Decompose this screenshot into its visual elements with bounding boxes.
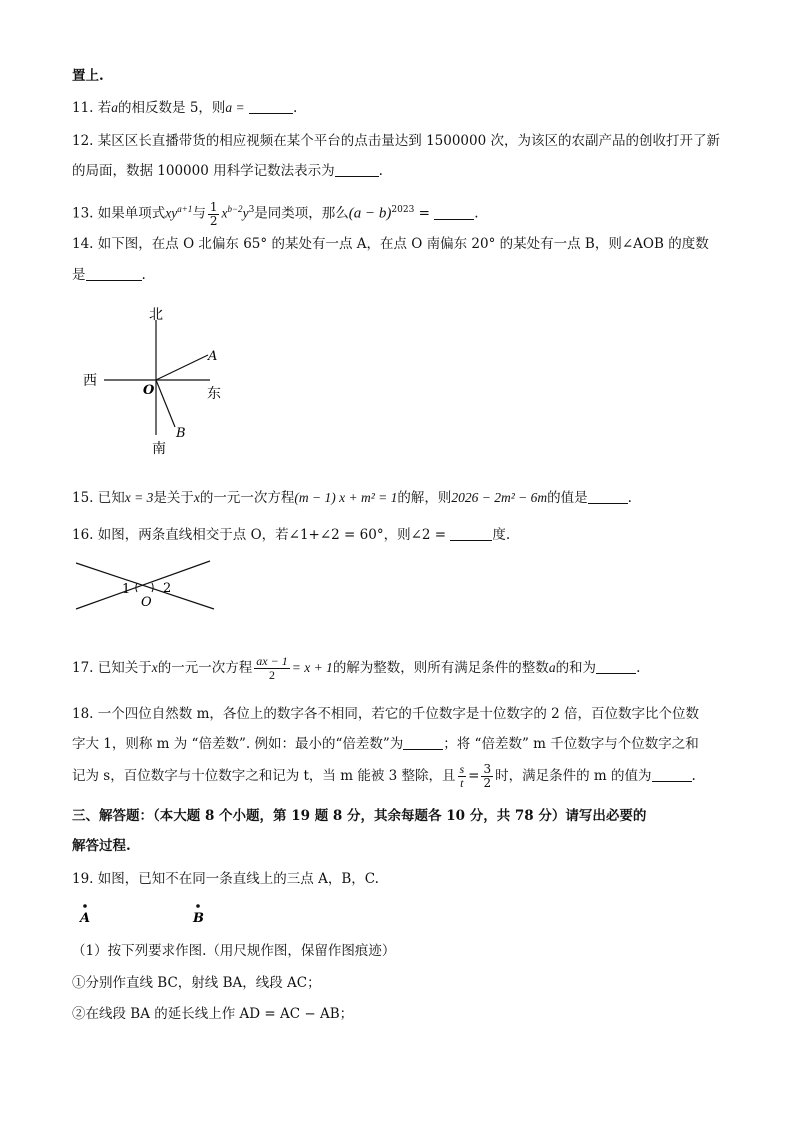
q18-number: 18. [72,706,94,722]
angle-2-label: 2 [163,581,172,596]
q13-text3: 是同类项，那么 [254,205,349,222]
q13-expr: (a − b) [348,205,392,222]
answer-blank[interactable] [403,735,443,750]
q17-end: . [636,660,641,676]
q14-line1: 如下图，在点 O 北偏东 65° 的某处有一点 A，在点 O 南偏东 20° 的某处有一点 B，则∠AOB 的度数 [97,236,709,252]
q15-text4: 的解，则 [397,490,452,506]
q15-number: 15. [72,490,94,506]
answer-blank[interactable] [596,659,636,674]
point-B-dot [196,904,200,908]
question-19 [72,869,379,889]
section-3-header-cont: 解答过程. [72,838,131,854]
section-3-header: 三、解答题：（本大题 8 个小题，第 19 题 8 分，其余每题各 10 分，共 78 分）请写出必要的 [72,808,647,824]
answer-blank[interactable] [249,99,293,114]
question-11 [72,98,297,118]
label-O: O [141,595,152,610]
q13-term2-y: y [242,205,249,221]
q11-text2: 的相反数是 5，则 [118,100,226,116]
q15-text5: 的值是 [547,490,588,506]
q15-text: 已知 [97,490,125,506]
q15-text2: 是关于 [153,490,194,506]
question-14-cont [72,265,146,285]
q12-line1: 某区区长直播带货的相应视频在某个平台的点击量达到 1500000 次，为该区的农副产品的创收打开了新 [97,133,720,149]
label-O: O [143,383,155,398]
q18-end: . [691,768,696,784]
intersecting-lines-diagram [70,555,220,615]
q12-line2: 的局面，数据 100000 用科学记数法表示为 [72,163,335,179]
q17-text4: 的和为 [555,660,597,676]
label-west: 西 [83,373,97,389]
q11-eq: a = [225,100,245,115]
answer-blank[interactable] [450,526,492,541]
q13-eq: = [418,205,430,222]
q11-end: . [292,100,298,116]
q13-term2-x: x [221,205,228,221]
q19-text: 如图，已知不在同一条直线上的三点 A，B，C. [97,871,379,887]
q13-text2: 与 [192,205,206,222]
ray-OA [156,355,208,380]
q19-part1: （1）按下列要求作图.（用尺规作图，保留作图痕迹） [72,943,396,959]
q12-number: 12. [72,133,94,149]
q14-number: 14. [72,236,94,252]
label-north: 北 [149,307,163,323]
q15-var: x [193,490,200,505]
q19-step1: ①分别作直线 BC，射线 BA，线段 AC； [72,975,321,991]
label-A: A [208,349,218,364]
q18-line2b: ；将 “倍差数” m 千位数字与个位数字之和 [443,736,699,752]
q15-text3: 的一元一次方程 [199,490,295,506]
question-18-line3 [72,762,696,790]
question-16 [72,525,510,545]
q13-text: 如果单项式 [97,205,166,222]
points-diagram [72,898,212,928]
q19-number: 19. [72,871,94,887]
q17-text: 已知关于 [97,660,152,676]
q13-term2-xexp: b−2 [227,204,243,214]
ray-OB [156,380,175,427]
answer-blank[interactable] [86,266,142,281]
q13-number: 13. [72,205,94,222]
question-18-line2 [72,734,699,754]
q17-number: 17. [72,660,94,676]
q13-fraction: $\frac{1}{2}$ [209,199,218,228]
question-18 [72,704,699,724]
q18-line3a: 记为 s，百位数字与十位数字之和记为 t，当 m 能被 3 整除，且 [72,768,456,784]
point-A-label: A [80,911,91,926]
q18-fraction-st: $\frac{s}{t}$ [459,762,465,790]
label-south: 南 [152,441,166,457]
q13-expr-exp: 2023 [391,205,415,215]
q17-rhs: = x + 1 [291,660,333,675]
point-A-dot [83,904,87,908]
q18-fraction-32: $\frac{3}{2}$ [483,762,492,790]
angle-2-arc [152,583,153,592]
answer-blank[interactable] [652,767,692,782]
q18-eq: = [468,768,480,784]
q14-end: . [141,267,146,283]
q17-fraction: $\frac{ax - 1}{2}$ [256,654,288,682]
q16-number: 16. [72,527,94,543]
q13-term1: xy [165,205,178,221]
answer-blank[interactable] [588,489,628,504]
point-B-label: B [193,911,204,926]
answer-blank[interactable] [335,162,379,177]
label-B: B [176,426,186,441]
q11-var: a [111,100,119,115]
q11-number: 11. [72,100,94,116]
compass-diagram [70,300,260,465]
question-17 [72,654,640,682]
q14-line2: 是 [72,267,86,283]
q17-var: x [151,660,158,675]
question-12 [72,131,720,151]
q15-end: . [627,490,632,506]
q19-step2: ②在线段 BA 的延长线上作 AD = AC − AB； [72,1006,354,1022]
q12-end: . [378,163,383,179]
continuation-text: 置上. [72,68,104,84]
answer-blank[interactable] [434,205,474,220]
question-15 [72,488,632,508]
label-east: 东 [207,386,221,402]
q13-end: . [474,205,479,222]
q13-term2-yexp: 3 [248,205,255,215]
q16-text: 如图，两条直线相交于点 O，若∠1+∠2 = 60°，则∠2 = [97,527,447,543]
q17-text3: 的解为整数，则所有满足条件的整数 [332,660,549,676]
question-12-cont [72,161,383,181]
q11-text: 若 [97,100,112,116]
q15-expr: 2026 − 2m² − 6m [451,490,548,505]
q18-line3b: 时，满足条件的 m 的值为 [495,768,652,784]
question-14 [72,234,709,254]
angle-1-label: 1 [122,582,131,597]
q17-var-a: a [548,660,556,675]
q13-term1-exp: a+1 [177,204,193,214]
question-13 [72,196,479,228]
q18-line2a: 字大 1，则称 m 为 “倍差数”. 例如：最小的“倍差数”为 [72,736,404,752]
q16-unit: 度. [492,527,511,543]
q17-text2: 的一元一次方程 [157,660,253,676]
q18-line1: 一个四位自然数 m，各位上的数字各不相同，若它的千位数字是十位数字的 2 倍，百位数字比个位数 [97,706,700,722]
q15-cond: x = 3 [124,490,154,505]
q15-equation: (m − 1) x + m² = 1 [294,490,398,505]
